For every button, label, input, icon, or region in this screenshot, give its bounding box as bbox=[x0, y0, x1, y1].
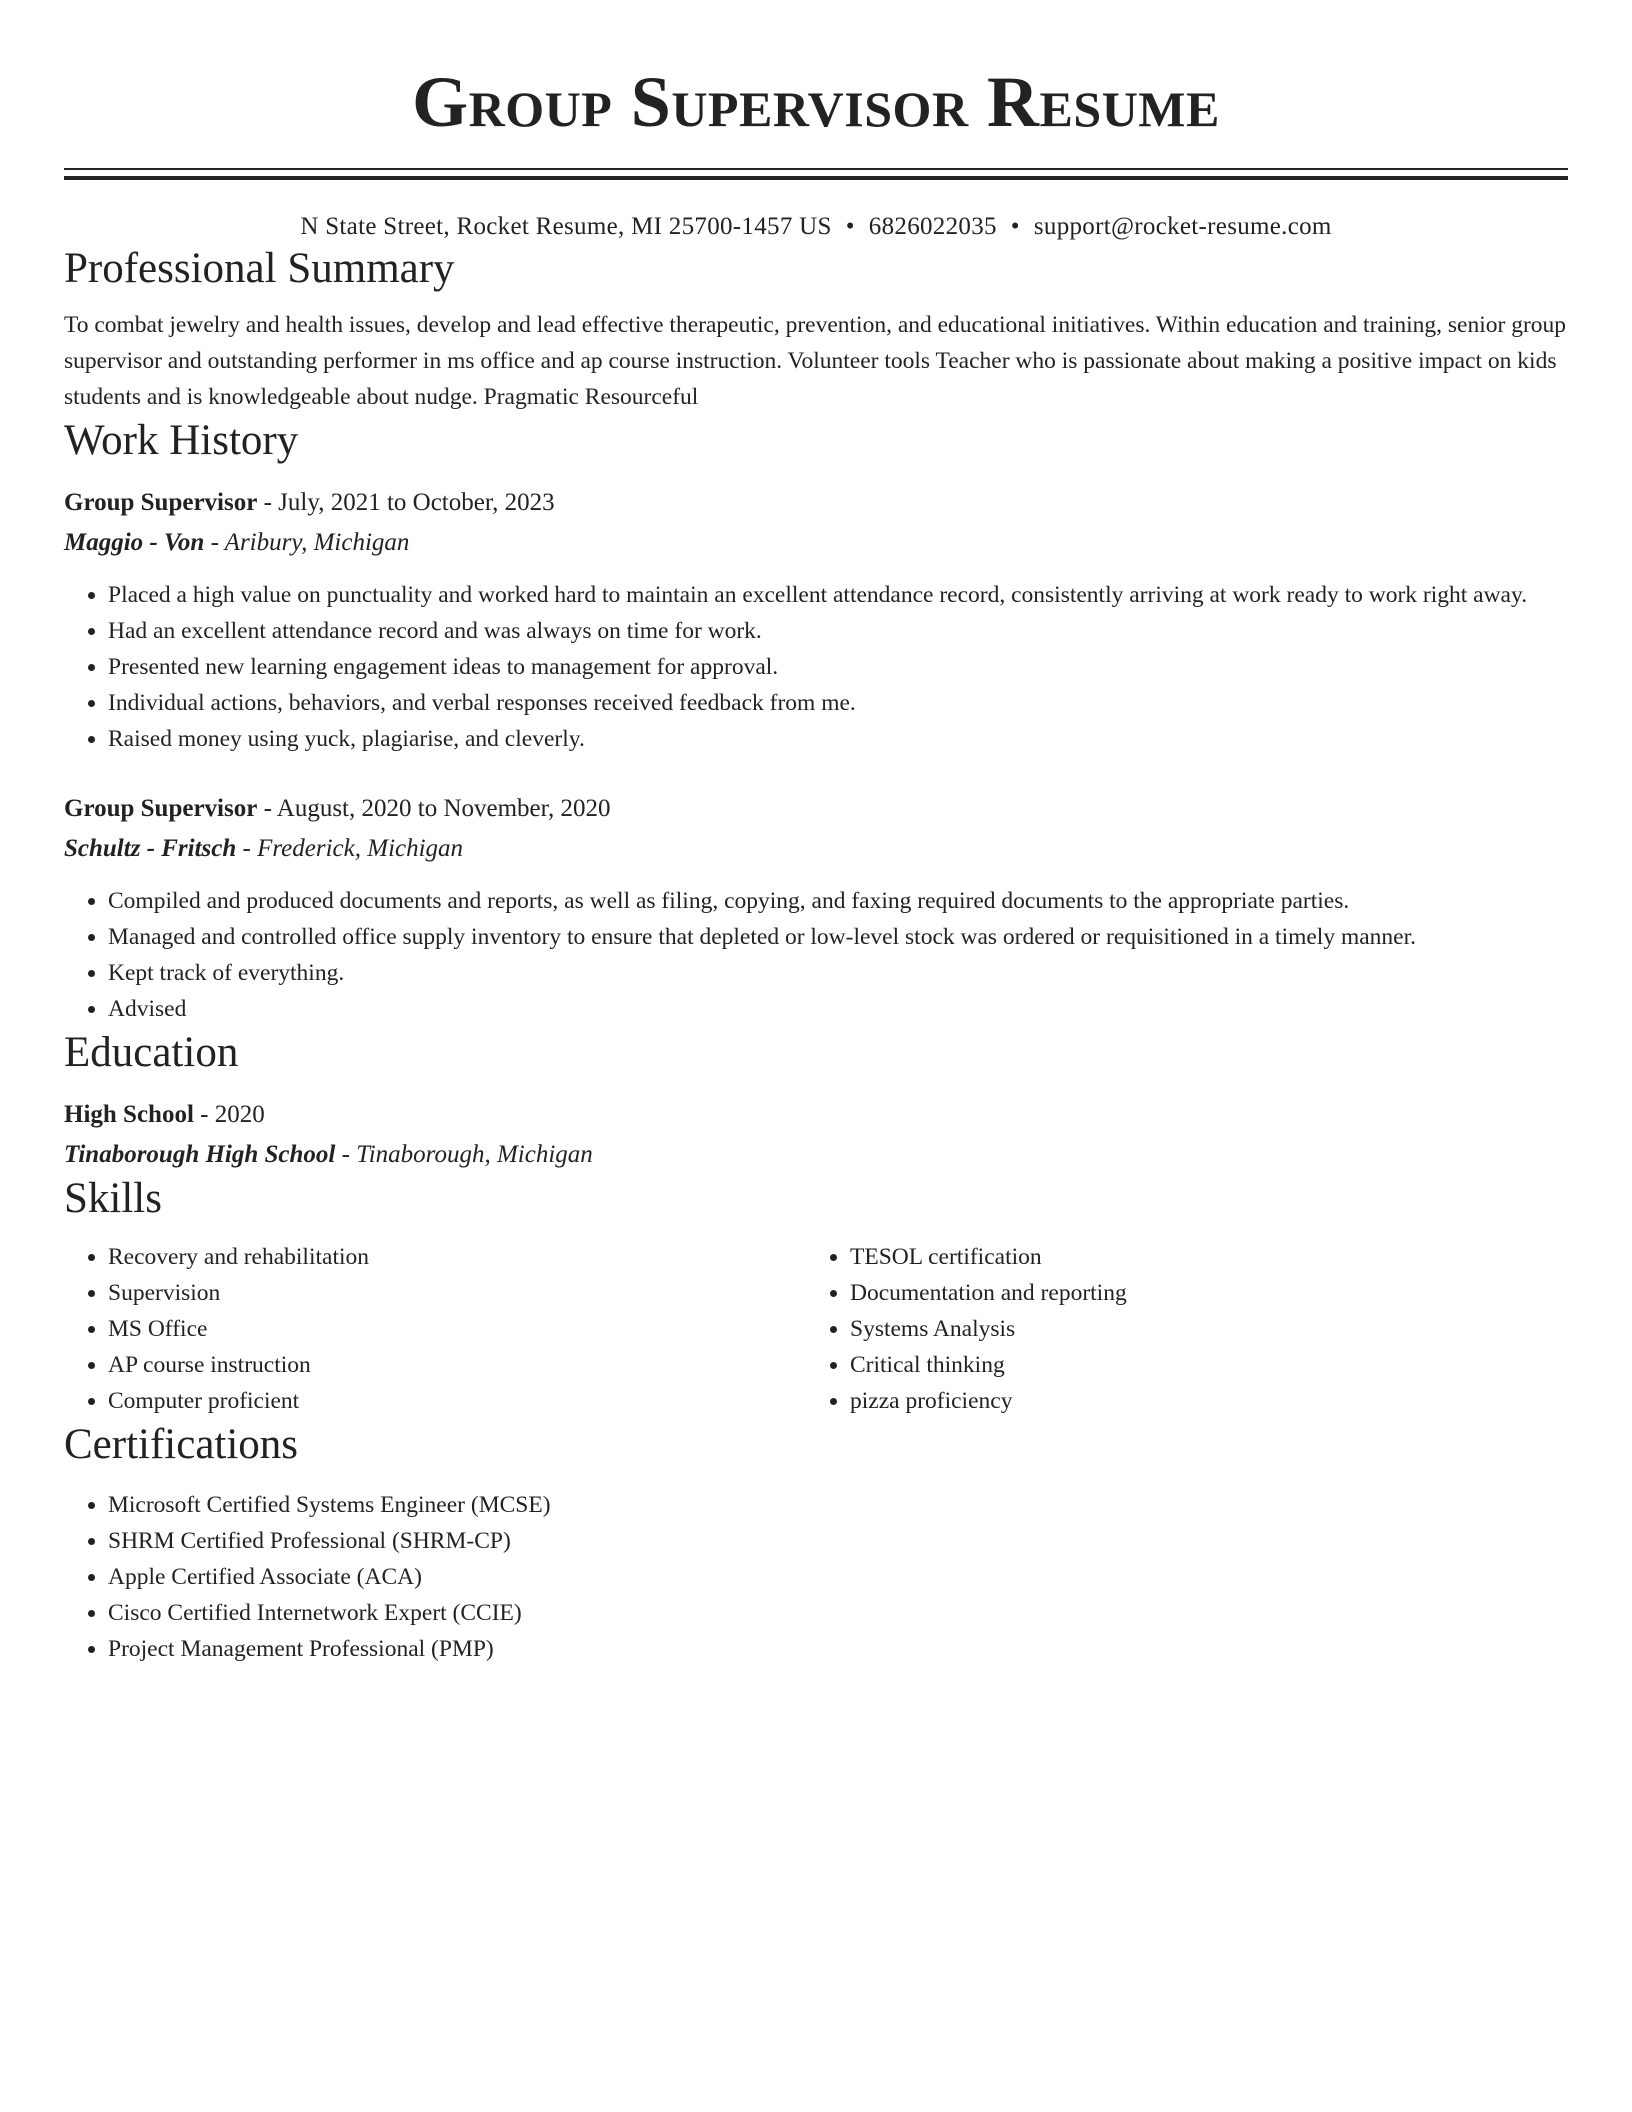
title-divider bbox=[64, 168, 1568, 180]
education-year: - 2020 bbox=[193, 1101, 265, 1128]
job-dates: - July, 2021 to October, 2023 bbox=[257, 489, 555, 516]
list-item: • Critical thinking bbox=[850, 1347, 1127, 1383]
skills-list-right bbox=[806, 1239, 1127, 1419]
job-entry bbox=[64, 485, 1568, 757]
summary-text: To combat jewelry and health issues, develop and lead effective therapeutic, prevention, and educational initiatives. Within education and training, senior group supervisor and outstanding performer in ms office and ap course instruction. Volunteer tools Teacher who is passionate about making a positive impact on kids students and is knowledgeable about nudge. Pragmatic Resourceful bbox=[64, 312, 1567, 410]
education-heading: Education bbox=[64, 1029, 239, 1076]
list-item: • pizza proficiency bbox=[850, 1383, 1127, 1419]
job-entry bbox=[64, 791, 1568, 1027]
list-item: • Kept track of everything. bbox=[108, 955, 1568, 991]
list-item: • Computer proficient bbox=[108, 1383, 806, 1419]
list-item: • AP course instruction bbox=[108, 1347, 806, 1383]
employer-name: Maggio - Von bbox=[64, 529, 205, 556]
job-title-line bbox=[64, 791, 1568, 827]
list-item: • Project Management Professional (PMP) bbox=[108, 1631, 1568, 1667]
job-duties-list bbox=[64, 577, 1568, 757]
education-degree: High School bbox=[64, 1101, 194, 1128]
list-item: • Raised money using yuck, plagiarise, and cleverly. bbox=[108, 721, 1568, 757]
job-title: Group Supervisor bbox=[64, 489, 258, 516]
education-school: Tinaborough High School bbox=[64, 1141, 336, 1168]
list-item: • Managed and controlled office supply inventory to ensure that depleted or low-level stock was ordered or requisitioned in a timely manner. bbox=[108, 919, 1568, 955]
job-title: Group Supervisor bbox=[64, 795, 258, 822]
education-location: - Tinaborough, Michigan bbox=[335, 1141, 593, 1168]
skills-columns bbox=[64, 1239, 1568, 1419]
list-item: • Supervision bbox=[108, 1275, 806, 1311]
certifications-list bbox=[64, 1487, 1568, 1667]
resume-title: Group Supervisor Resume bbox=[412, 62, 1220, 142]
employer-line bbox=[64, 831, 1568, 867]
job-title-line bbox=[64, 485, 1568, 521]
certifications-heading: Certifications bbox=[64, 1421, 299, 1468]
list-item: • Microsoft Certified Systems Engineer (MCSE) bbox=[108, 1487, 1568, 1523]
job-dates: - August, 2020 to November, 2020 bbox=[257, 795, 611, 822]
employer-location: - Aribury, Michigan bbox=[204, 529, 410, 556]
list-item: • Presented new learning engagement ideas to management for approval. bbox=[108, 649, 1568, 685]
list-item: • Advised bbox=[108, 991, 1568, 1027]
contact-separator: • bbox=[845, 213, 855, 240]
list-item: • Recovery and rehabilitation bbox=[108, 1239, 806, 1275]
employer-line bbox=[64, 525, 1568, 561]
list-item: • MS Office bbox=[108, 1311, 806, 1347]
list-item: • TESOL certification bbox=[850, 1239, 1127, 1275]
list-item: • Had an excellent attendance record and was always on time for work. bbox=[108, 613, 1568, 649]
contact-separator: • bbox=[1010, 213, 1020, 240]
list-item: • Placed a high value on punctuality and worked hard to maintain an excellent attendance record, consistently arriving at work ready to work right away. bbox=[108, 577, 1568, 613]
list-item: • Compiled and produced documents and reports, as well as filing, copying, and faxing required documents to the appropriate parties. bbox=[108, 883, 1568, 919]
divider-thin-line bbox=[64, 168, 1568, 170]
job-duties-list bbox=[64, 883, 1568, 1027]
list-item: • SHRM Certified Professional (SHRM-CP) bbox=[108, 1523, 1568, 1559]
divider-thick-line bbox=[64, 176, 1568, 180]
education-degree-line bbox=[64, 1097, 1568, 1133]
employer-name: Schultz - Fritsch bbox=[64, 835, 237, 862]
list-item: • Cisco Certified Internetwork Expert (CCIE) bbox=[108, 1595, 1568, 1631]
list-item: • Documentation and reporting bbox=[850, 1275, 1127, 1311]
education-school-line bbox=[64, 1137, 1568, 1173]
summary-heading: Professional Summary bbox=[64, 245, 455, 292]
list-item: • Individual actions, behaviors, and verbal responses received feedback from me. bbox=[108, 685, 1568, 721]
contact-address: N State Street, Rocket Resume, MI 25700-1457 US bbox=[300, 213, 832, 240]
work-history-heading: Work History bbox=[64, 417, 299, 464]
list-item: • Apple Certified Associate (ACA) bbox=[108, 1559, 1568, 1595]
skills-heading: Skills bbox=[64, 1175, 162, 1222]
list-item: • Systems Analysis bbox=[850, 1311, 1127, 1347]
contact-phone: 6826022035 bbox=[868, 213, 997, 240]
employer-location: - Frederick, Michigan bbox=[236, 835, 464, 862]
contact-email: support@rocket-resume.com bbox=[1033, 213, 1332, 240]
skills-list-left bbox=[64, 1239, 806, 1419]
contact-line bbox=[64, 211, 1568, 243]
